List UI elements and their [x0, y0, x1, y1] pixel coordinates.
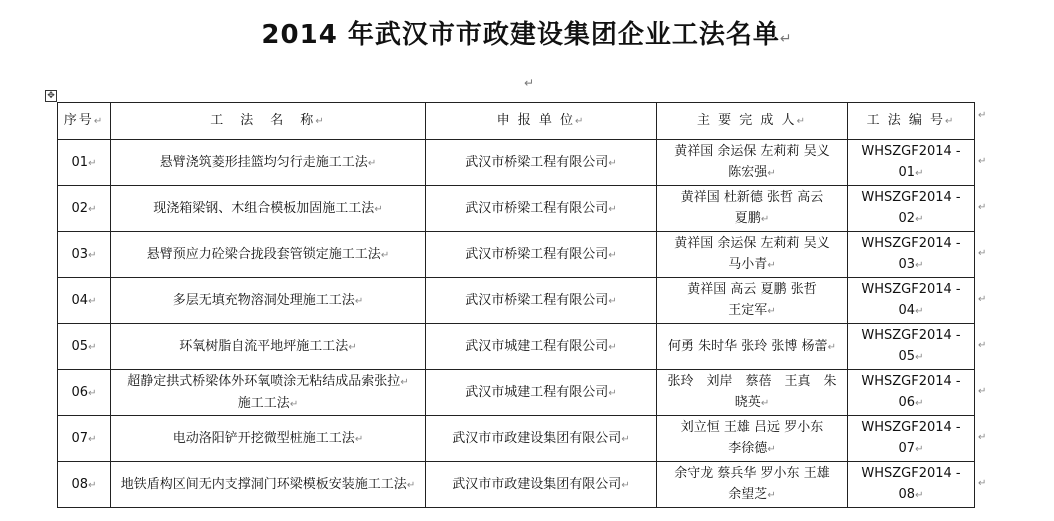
row-end-mark-icon: ↵	[978, 248, 987, 259]
cell-persons: 张玲 刘岸 蔡蓓 王真 朱 晓英↵	[657, 370, 848, 416]
cell-unit: 武汉市市政建设集团有限公司↵	[426, 462, 657, 508]
header-no: 序号↵	[58, 103, 111, 140]
cell-unit: 武汉市桥梁工程有限公司↵	[426, 232, 657, 278]
cell-code: WHSZGF2014 - 05↵	[848, 324, 975, 370]
cell-code: WHSZGF2014 - 07↵	[848, 416, 975, 462]
cell-code: WHSZGF2014 - 02↵	[848, 186, 975, 232]
row-end-mark-icon: ↵	[978, 294, 987, 305]
cell-code: WHSZGF2014 - 06↵	[848, 370, 975, 416]
cell-name: 超静定拱式桥梁体外环氧喷涂无粘结成品索张拉↵ 施工工法↵	[111, 370, 426, 416]
row-end-mark-icon: ↵	[978, 340, 987, 351]
header-persons: 主 要 完 成 人↵	[657, 103, 848, 140]
cell-persons: 黄祥国 杜新德 张哲 高云 夏鹏↵	[657, 186, 848, 232]
cell-persons: 刘立恒 王雄 吕远 罗小东 李徐德↵	[657, 416, 848, 462]
table-row	[58, 416, 975, 462]
cell-unit: 武汉市桥梁工程有限公司↵	[426, 140, 657, 186]
cell-no: 08↵	[58, 462, 111, 508]
row-end-mark-icon: ↵	[978, 386, 987, 397]
cell-name: 电动洛阳铲开挖微型桩施工工法↵	[111, 416, 426, 462]
method-list-table	[57, 102, 975, 508]
cell-unit: 武汉市城建工程有限公司↵	[426, 370, 657, 416]
document-title	[0, 14, 1054, 51]
paragraph-mark-icon: ↵	[779, 31, 793, 47]
table-row	[58, 462, 975, 508]
cell-name: 悬臂浇筑菱形挂篮均匀行走施工工法↵	[111, 140, 426, 186]
cell-no: 07↵	[58, 416, 111, 462]
cell-unit: 武汉市市政建设集团有限公司↵	[426, 416, 657, 462]
cell-code: WHSZGF2014 - 01↵	[848, 140, 975, 186]
cell-persons: 黄祥国 高云 夏鹏 张哲 王定军↵	[657, 278, 848, 324]
table-move-handle-icon[interactable]: ✥	[45, 90, 57, 102]
cell-persons: 何勇 朱时华 张玲 张博 杨蕾↵	[657, 324, 848, 370]
cell-persons: 黄祥国 余运保 左莉莉 吴义 陈宏强↵	[657, 140, 848, 186]
cell-no: 04↵	[58, 278, 111, 324]
cell-unit: 武汉市桥梁工程有限公司↵	[426, 186, 657, 232]
row-end-mark-icon: ↵	[978, 432, 987, 443]
cell-no: 02↵	[58, 186, 111, 232]
cell-unit: 武汉市桥梁工程有限公司↵	[426, 278, 657, 324]
header-name: 工 法 名 称↵	[111, 103, 426, 140]
cell-persons: 黄祥国 余运保 左莉莉 吴义 马小青↵	[657, 232, 848, 278]
cell-unit: 武汉市城建工程有限公司↵	[426, 324, 657, 370]
cell-persons: 余守龙 蔡兵华 罗小东 王雄 余望芝↵	[657, 462, 848, 508]
header-code: 工 法 编 号↵	[848, 103, 975, 140]
table-row	[58, 140, 975, 186]
cell-name: 环氧树脂自流平地坪施工工法↵	[111, 324, 426, 370]
cell-name: 悬臂预应力砼梁合拢段套管锁定施工工法↵	[111, 232, 426, 278]
cell-no: 01↵	[58, 140, 111, 186]
cell-no: 06↵	[58, 370, 111, 416]
table-row	[58, 370, 975, 416]
row-end-mark-icon: ↵	[978, 110, 987, 121]
cell-name: 多层无填充物溶洞处理施工工法↵	[111, 278, 426, 324]
row-end-mark-icon: ↵	[978, 478, 987, 489]
document-title-text: 2014 年武汉市市政建设集团企业工法名单	[261, 20, 780, 50]
table-row	[58, 186, 975, 232]
table-row	[58, 232, 975, 278]
cell-code: WHSZGF2014 - 03↵	[848, 232, 975, 278]
cell-name: 现浇箱梁钢、木组合模板加固施工工法↵	[111, 186, 426, 232]
paragraph-mark-icon: ↵	[524, 76, 535, 90]
header-unit: 申 报 单 位↵	[426, 103, 657, 140]
table-row	[58, 324, 975, 370]
cell-no: 05↵	[58, 324, 111, 370]
row-end-mark-icon: ↵	[978, 202, 987, 213]
table-header-row	[58, 103, 975, 140]
row-end-mark-icon: ↵	[978, 156, 987, 167]
cell-code: WHSZGF2014 - 08↵	[848, 462, 975, 508]
cell-name: 地铁盾构区间无内支撑洞门环梁模板安装施工工法↵	[111, 462, 426, 508]
cell-code: WHSZGF2014 - 04↵	[848, 278, 975, 324]
table-row	[58, 278, 975, 324]
cell-no: 03↵	[58, 232, 111, 278]
